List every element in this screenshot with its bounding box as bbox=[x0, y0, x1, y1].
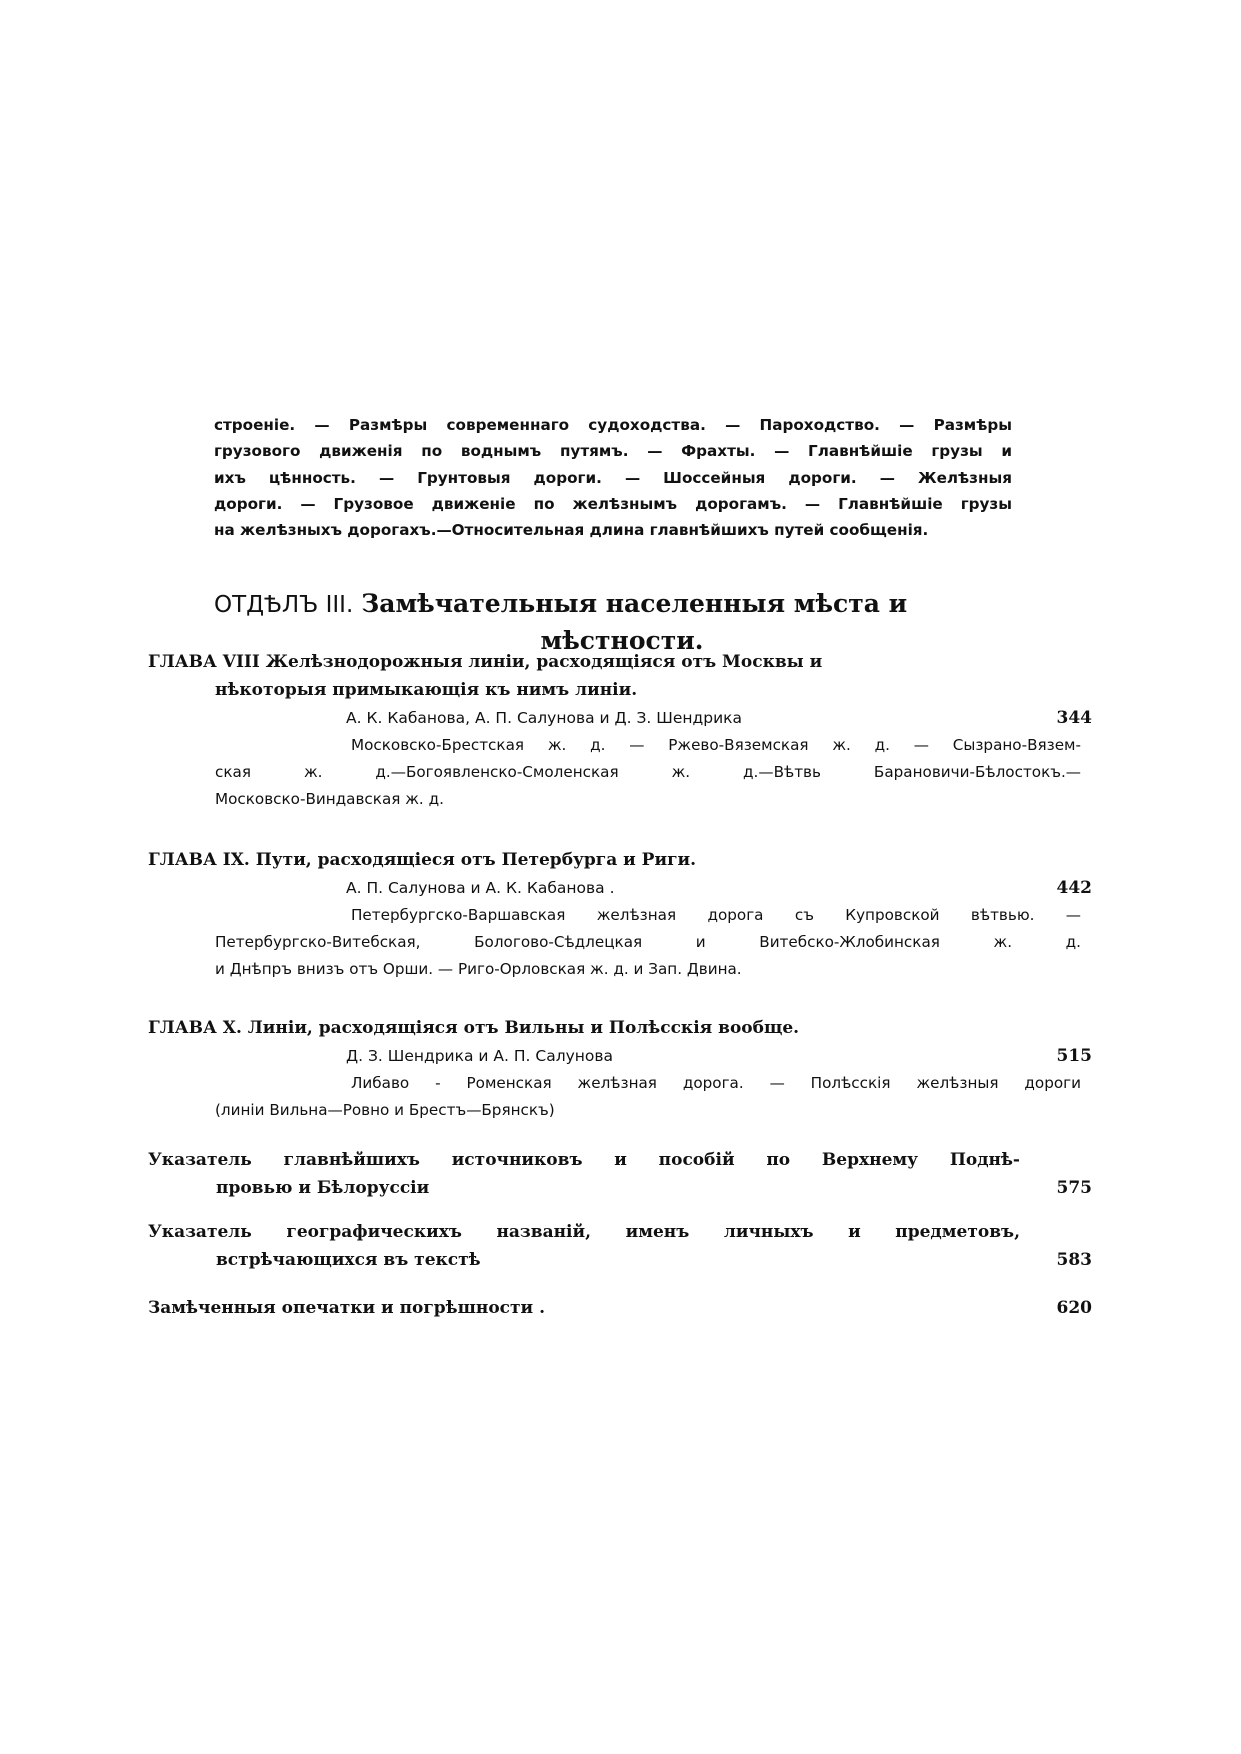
intro-line: дороги. — Грузовое движеніе по желѣзнымъ дорогамъ. — Главнѣйшіе грузы bbox=[214, 494, 1012, 513]
chapter-entry bbox=[148, 846, 1092, 983]
chapter-description bbox=[215, 732, 1081, 813]
chapter-authors bbox=[148, 704, 1092, 732]
desc-line: ская ж. д.—Богоявленско-Смоленская ж. д.—Вѣтвь Барановичи-Бѣлостокъ.— bbox=[215, 763, 1081, 781]
index-entry-text: провью и Бѣлоруссіи bbox=[216, 1178, 430, 1198]
desc-line: Московско-Виндавская ж. д. bbox=[215, 790, 444, 808]
chapter-heading: ГЛАВА IX. Пути, расходящіеся отъ Петербурга и Риги. bbox=[148, 850, 697, 870]
index-entry bbox=[148, 1218, 1092, 1274]
intro-line: ихъ цѣнность. — Грунтовыя дороги. — Шоссейныя дороги. — Желѣзныя bbox=[214, 468, 1012, 487]
index-entry-title-continued bbox=[148, 1174, 1092, 1202]
chapter-authors bbox=[148, 1042, 1092, 1070]
index-entry-title bbox=[148, 1294, 1092, 1322]
intro-line: строеніе. — Размѣры современнаго судоходства. — Пароходство. — Размѣры bbox=[214, 416, 1012, 434]
index-entry bbox=[148, 1146, 1092, 1202]
desc-line: (линіи Вильна—Ровно и Брестъ—Брянскъ) bbox=[215, 1101, 555, 1119]
page-number: 344 bbox=[1056, 708, 1092, 728]
chapter-heading: ГЛАВА X. Линіи, расходящіяся отъ Вильны и Полѣсскія вообще. bbox=[148, 1018, 800, 1038]
desc-line: Московско-Брестская ж. д. — Ржево-Вяземская ж. д. — Сызрано-Вязем- bbox=[351, 736, 1081, 754]
chapter-entry bbox=[148, 1014, 1092, 1124]
authors-text: А. К. Кабанова, А. П. Салунова и Д. З. Шендрика bbox=[346, 709, 743, 727]
intro-line: на желѣзныхъ дорогахъ.—Относительная длина главнѣйшихъ путей сообщенія. bbox=[214, 521, 929, 540]
page-number: 575 bbox=[1056, 1178, 1092, 1198]
index-entry-title: Указатель главнѣйшихъ источниковъ и пособій по Верхнему Поднѣ- bbox=[148, 1150, 1020, 1170]
index-entry-text: встрѣчающихся въ текстѣ bbox=[216, 1250, 481, 1270]
page-number: 583 bbox=[1056, 1250, 1092, 1270]
index-entry-title-continued bbox=[148, 1246, 1092, 1274]
desc-line: и Днѣпръ внизъ отъ Орши. — Риго-Орловская ж. д. и Зап. Двина. bbox=[215, 960, 742, 978]
section-title: Замѣчательныя населенныя мѣста и bbox=[361, 589, 908, 618]
authors-text: А. П. Салунова и А. К. Кабанова . bbox=[346, 879, 615, 897]
desc-line: Петербургско-Варшавская желѣзная дорога съ Купровской вѣтвью. — bbox=[351, 906, 1081, 924]
section-label: ОТДѢЛЪ III. bbox=[214, 592, 354, 618]
index-entry-text: Замѣченныя опечатки и погрѣшности . bbox=[148, 1298, 546, 1318]
page-number: 620 bbox=[1056, 1298, 1092, 1318]
chapter-authors bbox=[148, 874, 1092, 902]
index-entry-title: Указатель географическихъ названій, именъ личныхъ и предметовъ, bbox=[148, 1222, 1020, 1242]
desc-line: Либаво - Роменская желѣзная дорога. — Полѣсскія желѣзныя дороги bbox=[351, 1074, 1081, 1092]
authors-text: Д. З. Шендрика и А. П. Салунова bbox=[346, 1047, 614, 1065]
intro-paragraph bbox=[214, 412, 1012, 543]
index-entry bbox=[148, 1294, 1092, 1322]
chapter-heading: ГЛАВА VIII Желѣзнодорожныя линіи, расходящіяся отъ Москвы и bbox=[148, 652, 823, 672]
desc-line: Петербургско-Витебская, Бологово-Сѣдлецкая и Витебско-Жлобинская ж. д. bbox=[215, 933, 1081, 951]
chapter-description bbox=[215, 902, 1081, 983]
page-number: 515 bbox=[1056, 1046, 1092, 1066]
section-title-continued: мѣстности. bbox=[540, 626, 704, 655]
chapter-description bbox=[215, 1070, 1081, 1124]
chapter-heading-continued: нѣкоторыя примыкающія къ нимъ линіи. bbox=[215, 680, 638, 700]
chapter-entry bbox=[148, 648, 1092, 813]
page-number: 442 bbox=[1056, 878, 1092, 898]
intro-line: грузового движенія по воднымъ путямъ. — Фрахты. — Главнѣйшіе грузы и bbox=[214, 442, 1012, 461]
